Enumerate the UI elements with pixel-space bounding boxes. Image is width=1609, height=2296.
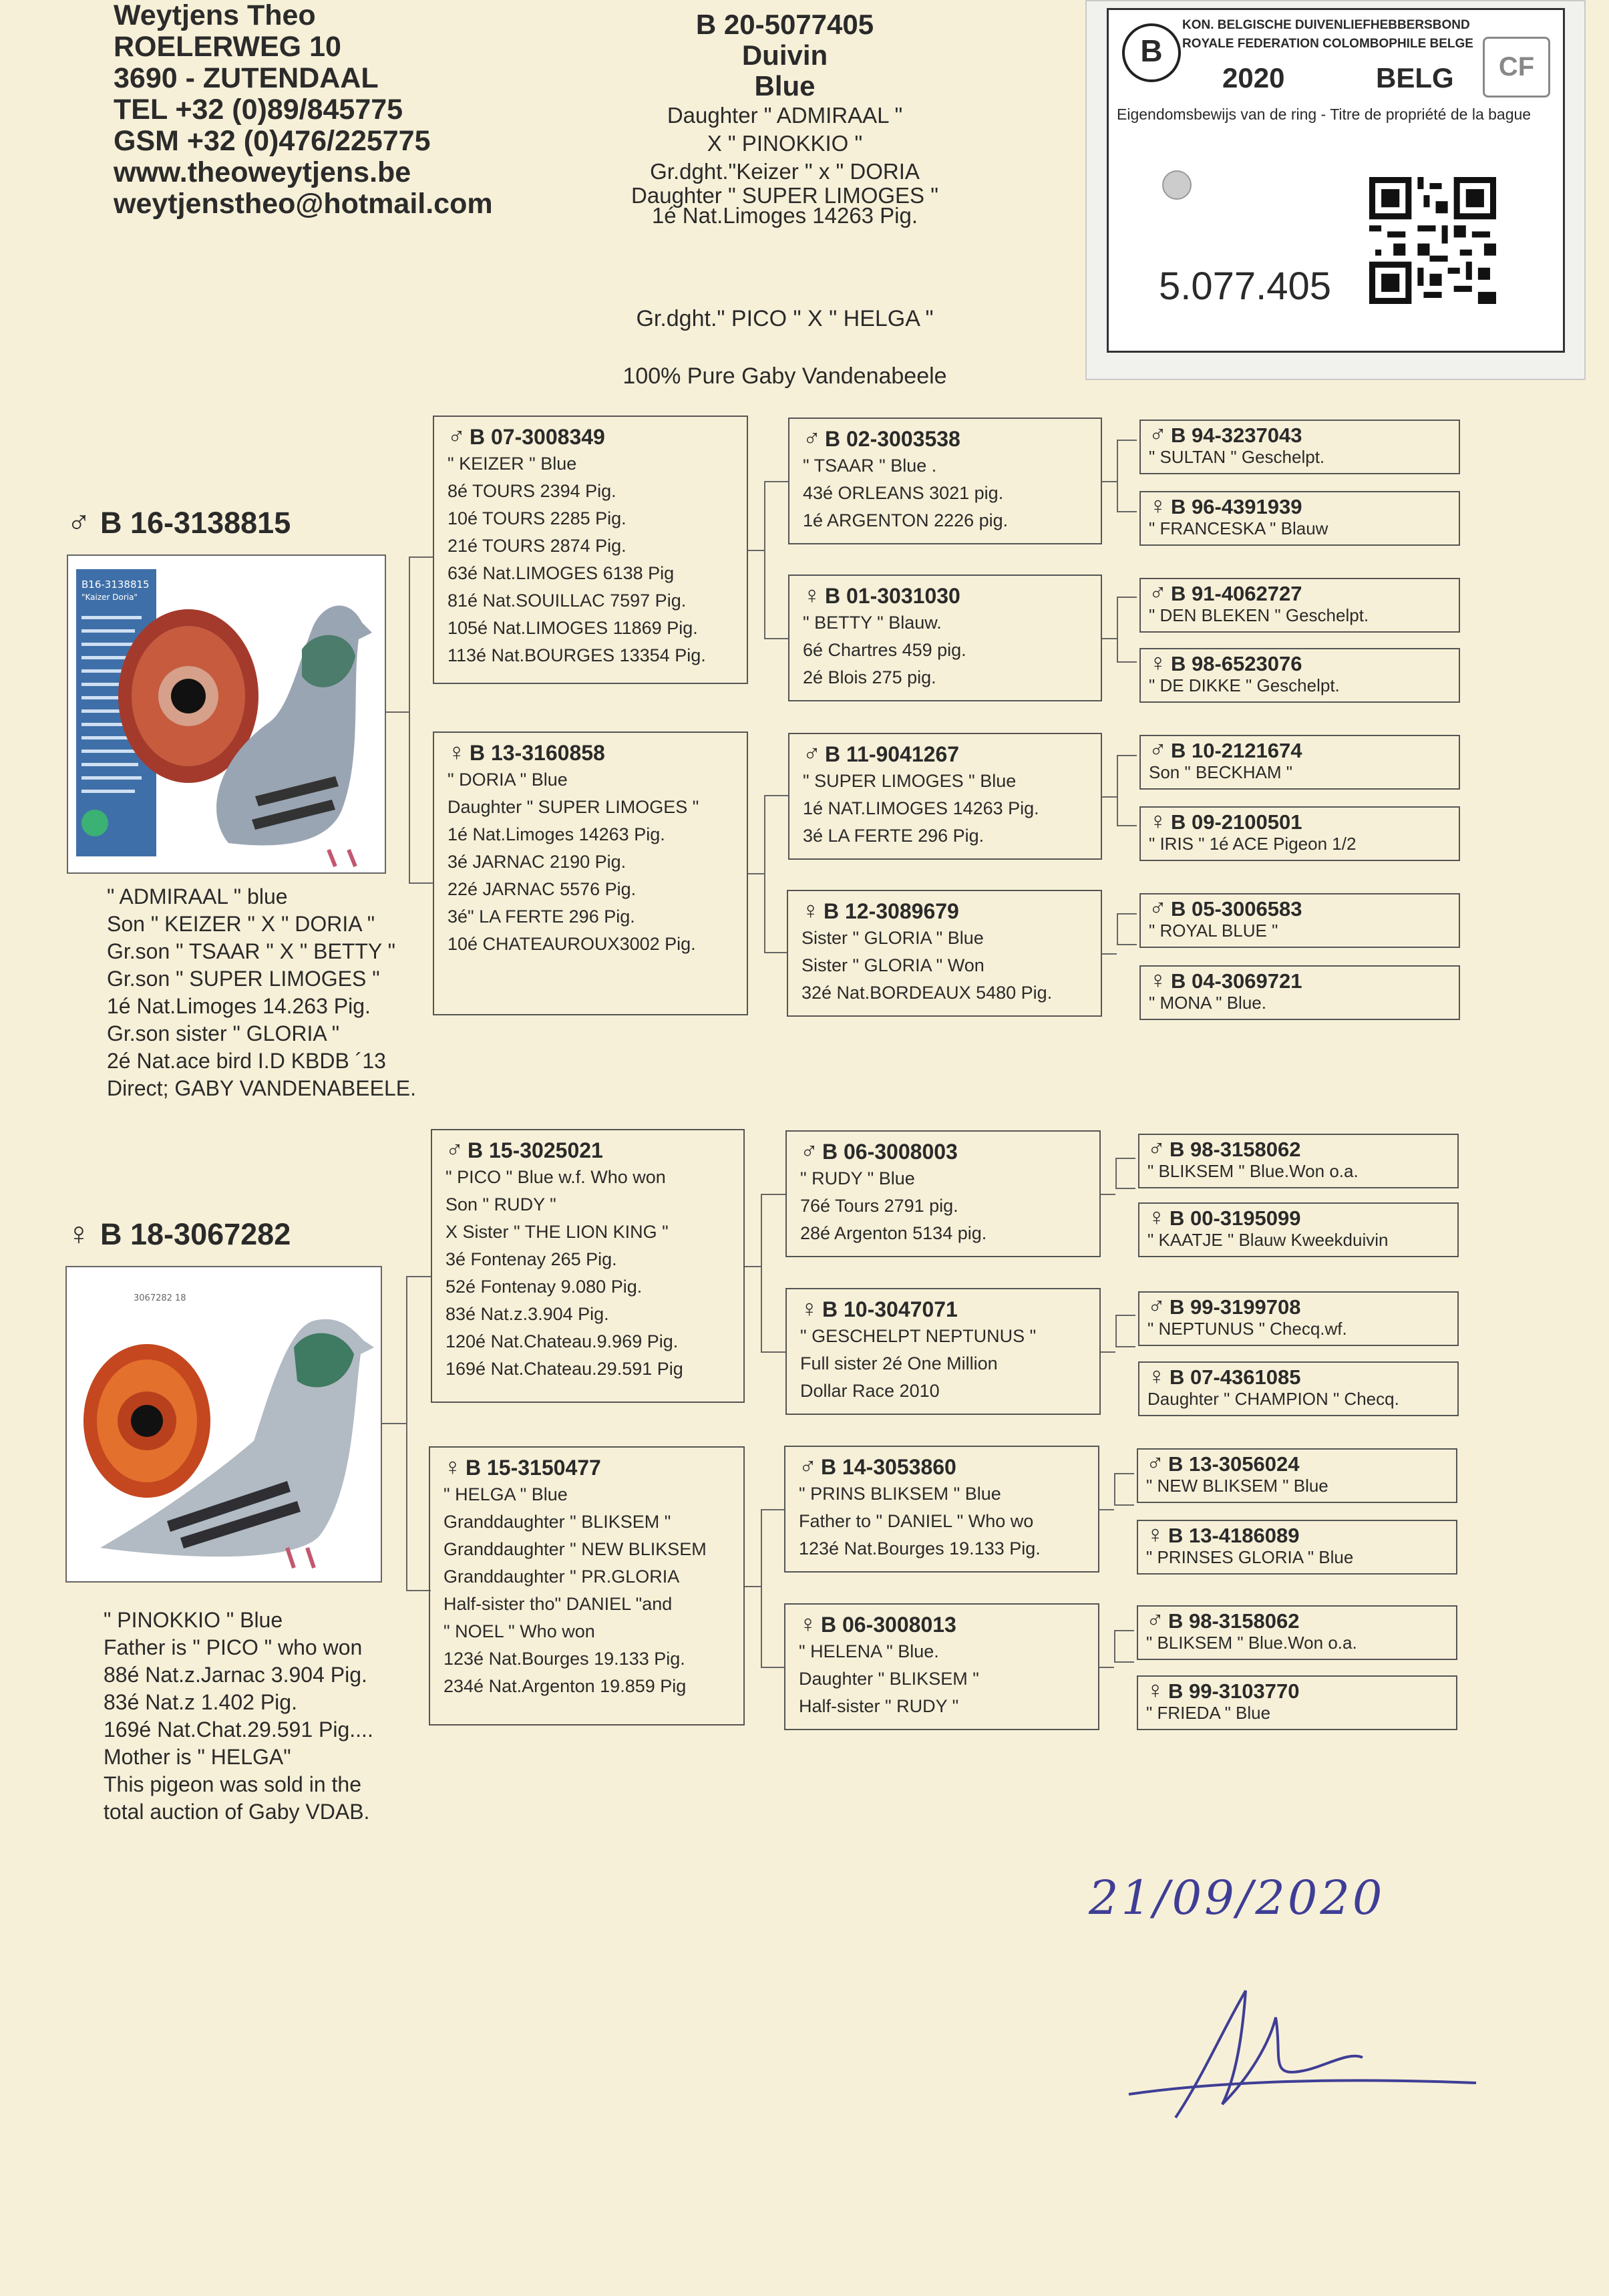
gen4-ring: B 91-4062727 [1171,582,1302,605]
ring-year: 2020 [1222,62,1285,94]
male-icon: ♂ [67,505,91,540]
gen4-ring: B 13-4186089 [1168,1524,1300,1547]
gen4-box [1137,1448,1457,1503]
gen4-ring: B 94-3237043 [1171,424,1302,447]
female-icon: ♀ [448,738,466,766]
gen4-ring: B 99-3199708 [1170,1295,1301,1319]
connector-line [406,1276,431,1277]
female-icon: ♀ [67,1216,91,1252]
connector-line [406,1590,431,1591]
female-icon: ♀ [1147,1203,1166,1231]
connector-line [409,556,410,884]
pigeon-extra-line: 100% Pure Gaby Vandenabeele [622,363,947,389]
great-grandparent-box: ♀ B 10-3047071 " GESCHELPT NEPTUNUS " Full sister 2é One Million Dollar Race 2010 [785,1288,1101,1415]
sire-desc-line: Son " KEIZER " X " DORIA " [107,912,375,936]
female-icon: ♀ [443,1453,462,1480]
sire-photo [67,554,386,874]
gen4-box [1138,1202,1459,1257]
connector-line [761,1194,762,1351]
gen4-ring: B 09-2100501 [1171,810,1302,834]
great-grandparent-box: ♂ B 11-9041267 " SUPER LIMOGES " Blue 1é NAT.LIMOGES 14263 Pig. 3é LA FERTE 296 Pig. [788,733,1102,860]
gen4-box [1137,1675,1457,1730]
pigeon-photo-icon [67,1267,381,1581]
connector-line [1099,1667,1114,1668]
ring-country: BELG [1376,62,1454,94]
dam-ring: ♀ B 18-3067282 [67,1216,291,1252]
connector-line [764,795,765,952]
gen4-box [1139,420,1460,474]
connector-line [764,481,788,482]
great-grandparent-box: ♂ B 02-3003538 " TSAAR " Blue . 43é ORLEANS 3021 pig. 1é ARGENTON 2226 pig. [788,418,1102,544]
svg-text:"Kaizer Doria": "Kaizer Doria" [81,593,138,602]
male-icon: ♂ [445,1136,464,1163]
connector-line [761,1667,785,1668]
gen4-box [1139,806,1460,861]
connector-line [1115,1315,1135,1316]
female-icon: ♀ [1147,1362,1166,1389]
connector-line [1114,1473,1134,1474]
gen4-box [1139,491,1460,546]
female-icon: ♀ [803,581,821,609]
gen4-line: Daughter " CHAMPION " Checq. [1147,1389,1399,1409]
connector-line [764,638,788,639]
dam-desc-line: total auction of Gaby VDAB. [104,1800,370,1824]
gen4-ring: B 96-4391939 [1171,495,1302,518]
owner-gsm: GSM +32 (0)476/225775 [114,125,431,157]
male-icon: ♂ [800,1137,818,1164]
connector-line [1115,1315,1117,1346]
gen4-line: " BLIKSEM " Blue.Won o.a. [1147,1161,1359,1181]
pigeon-header [561,9,1009,226]
punch-hole [1162,170,1192,200]
male-icon: ♂ [1149,420,1167,448]
gen4-line: " FRIEDA " Blue [1146,1703,1271,1723]
owner-street: ROELERWEG 10 [114,31,341,63]
connector-line [1115,1158,1135,1159]
ring-number: 5.077.405 [1159,265,1332,308]
pigeon-line: Daughter " ADMIRAAL " [667,103,903,128]
gen4-ring: B 00-3195099 [1170,1206,1301,1230]
gen4-box [1138,1361,1459,1416]
great-grandparent-box: ♂ B 14-3053860 " PRINS BLIKSEM " Blue Father to " DANIEL " Who wo 123é Nat.Bourges 19.133 Pig. [784,1446,1099,1573]
connector-line [748,873,764,874]
female-icon: ♀ [1149,966,1167,993]
sire-desc-line: 1é Nat.Limoges 14.263 Pig. [107,994,371,1018]
gen4-ring: B 05-3006583 [1171,897,1302,921]
federation-fr: ROYALE FEDERATION COLOMBOPHILE BELGE [1182,37,1473,51]
dam-desc-line: Father is " PICO " who won [104,1635,363,1659]
pigeon-photo-icon [68,556,385,872]
connector-line [1117,597,1137,598]
connector-line [1102,638,1117,639]
connector-line [1117,440,1118,511]
connector-line [764,952,788,953]
owner-city: 3690 - ZUTENDAAL [114,62,379,94]
gen4-line: " FRANCESKA " Blauw [1149,518,1328,538]
ownership-text: Eigendomsbewijs van de ring - Titre de propriété de la bague [1117,106,1532,123]
connector-line [1114,1504,1134,1506]
connector-line [1114,1630,1115,1661]
female-icon: ♀ [1146,1676,1164,1703]
sire-desc-line: Gr.son " TSAAR " X " BETTY " [107,939,395,963]
sire-description [107,883,416,1102]
grandparent-box: ♀ B 15-3150477 " HELGA " Blue Granddaughter " BLIKSEM " Granddaughter " NEW BLIKSEM Granddaughter " PR.GLORIA Half-sister tho" DANIEL "and " NOEL " Who won 123é Nat.Bourges 19.133 Pig. 234é Nat.Argenton 19.859 Pig [429,1446,745,1726]
male-icon: ♂ [1149,894,1167,921]
pigeon-line: Gr.dght."Keizer " x " DORIA [650,159,920,184]
dam-desc-line: 83é Nat.z 1.402 Pig. [104,1690,297,1714]
connector-line [748,550,764,551]
dam-description [104,1607,373,1826]
dam-desc-line: 88é Nat.z.Jarnac 3.904 Pig. [104,1663,367,1687]
connector-line [1117,913,1118,944]
gen4-ring: B 98-6523076 [1171,652,1302,675]
connector-line [1101,1351,1115,1353]
connector-line [409,556,433,558]
qr-code-icon [1369,177,1496,304]
gen4-line: " IRIS " 1é ACE Pigeon 1/2 [1149,834,1357,854]
gen4-box [1139,893,1460,948]
gen4-line: " DEN BLEKEN " Geschelpt. [1149,605,1369,625]
dam-desc-line: " PINOKKIO " Blue [104,1608,283,1632]
fc-logo-icon: CF [1483,37,1550,98]
gen4-ring: B 98-3158062 [1170,1138,1301,1161]
signature-icon [1122,1977,1483,2131]
gen4-ring: B 13-3056024 [1168,1452,1300,1476]
female-icon: ♀ [1149,492,1167,519]
dam-photo [65,1266,382,1583]
connector-line [1115,1158,1117,1188]
dam-desc-line: Mother is " HELGA" [104,1745,291,1769]
gen4-ring: B 99-3103770 [1168,1679,1300,1703]
gen4-ring: B 07-4361085 [1170,1365,1301,1389]
connector-line [1117,511,1137,512]
dam-desc-line: 169é Nat.Chat.29.591 Pig.... [104,1717,373,1742]
gen4-line: " NEW BLIKSEM " Blue [1146,1476,1328,1496]
connector-line [761,1509,785,1510]
male-icon: ♂ [1147,1292,1166,1319]
pigeon-ring: B 20-5077405 [695,9,874,40]
grandparent-box: ♀ B 13-3160858 " DORIA " Blue Daughter " SUPER LIMOGES " 1é Nat.Limoges 14263 Pig. 3é JARNAC 2190 Pig. 22é JARNAC 5576 Pig. 3é" LA FERTE 296 Pig. 10é CHATEAUROUX3002 Pig. [433,731,748,1015]
connector-line [1117,825,1137,826]
gen4-line: " SULTAN " Geschelpt. [1149,447,1325,467]
male-icon: ♂ [1146,1606,1164,1633]
connector-line [1114,1473,1115,1504]
connector-line [1102,953,1117,955]
female-icon: ♀ [801,896,820,924]
grandparent-box: ♂ B 07-3008349 " KEIZER " Blue 8é TOURS 2394 Pig. 10é TOURS 2285 Pig. 21é TOURS 2874 Pig. 63é Nat.LIMOGES 6138 Pig 81é Nat.SOUILLAC 7597 Pig. 105é Nat.LIMOGES 11869 Pig. 113é Nat.BOURGES 13354 Pig. [433,416,748,684]
kbdb-logo-icon: B [1122,23,1181,82]
male-icon: ♂ [799,1452,817,1480]
gen4-box [1138,1134,1459,1188]
gen4-ring: B 98-3158062 [1168,1609,1300,1633]
gen4-line: " DE DIKKE " Geschelpt. [1149,675,1340,695]
connector-line [1102,796,1117,798]
connector-line [1114,1630,1134,1631]
svg-text:B16-3138815: B16-3138815 [81,579,150,591]
male-icon: ♂ [1147,1134,1166,1162]
connector-line [1115,1346,1135,1347]
gen4-box [1139,578,1460,633]
female-icon: ♀ [799,1610,817,1637]
connector-line [1117,661,1137,663]
gen4-box [1137,1605,1457,1660]
connector-line [1117,944,1137,945]
connector-line [1117,597,1118,661]
male-icon: ♂ [1146,1449,1164,1476]
great-grandparent-box: ♀ B 12-3089679 Sister " GLORIA " Blue Sister " GLORIA " Won 32é Nat.BORDEAUX 5480 Pig. [787,890,1102,1017]
female-icon: ♀ [1149,807,1167,834]
great-grandparent-box: ♀ B 06-3008013 " HELENA " Blue. Daughter " BLIKSEM " Half-sister " RUDY " [784,1603,1099,1730]
gen4-line: " KAATJE " Blauw Kweekduivin [1147,1230,1389,1250]
connector-line [761,1194,785,1195]
gen4-line: " NEPTUNUS " Checq.wf. [1147,1319,1347,1339]
gen4-line: " MONA " Blue. [1149,993,1266,1013]
signature-date: 21/09/2020 [1089,1870,1385,1925]
connector-line [761,1509,762,1667]
connector-line [1117,913,1137,915]
connector-line [745,1266,761,1267]
ring-certificate [1085,0,1586,380]
gen4-box [1137,1520,1457,1575]
connector-line [386,711,409,713]
sire-desc-line: Gr.son sister " GLORIA " [107,1021,340,1045]
sire-desc-line: Gr.son " SUPER LIMOGES " [107,967,380,991]
grandparent-box: ♂ B 15-3025021 " PICO " Blue w.f. Who won Son " RUDY " X Sister " THE LION KING " 3é Fontenay 265 Pig. 52é Fontenay 9.080 Pig. 83é Nat.z.3.904 Pig. 120é Nat.Chateau.9.969 Pig. 169é Nat.Chateau.29.591 Pig [431,1129,745,1403]
pigeon-sex: Duivin [741,39,828,71]
male-icon: ♂ [1149,579,1167,606]
sire-desc-line: 2é Nat.ace bird I.D KBDB ´13 [107,1049,386,1073]
gen4-ring: B 10-2121674 [1171,739,1302,762]
male-icon: ♂ [1149,735,1167,763]
gen4-box [1139,965,1460,1020]
gen4-box [1139,648,1460,703]
dam-desc-line: This pigeon was sold in the [104,1772,361,1796]
connector-line [1117,755,1118,825]
connector-line [745,1586,761,1587]
owner-email[interactable]: weytjenstheo@hotmail.com [114,188,493,220]
connector-line [409,882,433,884]
pigeon-line: 1é Nat.Limoges 14263 Pig. [651,203,918,228]
connector-line [382,1423,407,1424]
pigeon-line: Daughter " SUPER LIMOGES " [631,183,938,208]
gen4-box [1139,735,1460,790]
connector-line [1099,1509,1114,1510]
female-icon: ♀ [800,1295,818,1322]
federation-nl: KON. BELGISCHE DUIVENLIEFHEBBERSBOND [1182,18,1470,32]
connector-line [1114,1661,1134,1663]
connector-line [764,481,765,638]
female-icon: ♀ [1149,649,1167,676]
great-grandparent-box: ♂ B 06-3008003 " RUDY " Blue 76é Tours 2791 pig. 28é Argenton 5134 pig. [785,1130,1101,1257]
sire-ring: ♂ B 16-3138815 [67,505,291,540]
male-icon: ♂ [803,740,821,767]
owner-website[interactable]: www.theoweytjens.be [114,156,411,188]
gen4-ring: B 04-3069721 [1171,969,1302,993]
great-grandparent-box: ♀ B 01-3031030 " BETTY " Blauw. 6é Chartres 459 pig. 2é Blois 275 pig. [788,575,1102,701]
female-icon: ♀ [1146,1520,1164,1548]
male-icon: ♂ [448,422,466,450]
pigeon-color: Blue [754,70,816,102]
gen4-line: " ROYAL BLUE " [1149,921,1278,941]
pigeon-line: X " PINOKKIO " [707,131,863,156]
gen4-line: " PRINSES GLORIA " Blue [1146,1547,1354,1567]
owner-block [114,0,493,220]
gen4-line: " BLIKSEM " Blue.Won o.a. [1146,1633,1357,1653]
pigeon-extra-line: Gr.dght." PICO " X " HELGA " [636,306,934,331]
connector-line [406,1276,407,1590]
connector-line [1117,440,1137,441]
male-icon: ♂ [803,424,821,452]
sire-desc-line: " ADMIRAAL " blue [107,884,288,909]
connector-line [1117,755,1137,756]
svg-text:3067282 18: 3067282 18 [134,1293,186,1303]
gen4-line: Son " BECKHAM " [1149,762,1292,782]
connector-line [761,1351,785,1353]
connector-line [1101,1194,1115,1195]
sire-desc-line: Direct; GABY VANDENABEELE. [107,1076,416,1100]
gen4-box [1138,1291,1459,1346]
connector-line [764,795,788,796]
connector-line [1102,481,1117,482]
owner-tel: TEL +32 (0)89/845775 [114,94,403,126]
connector-line [1115,1188,1135,1189]
owner-name: Weytjens Theo [114,0,316,31]
